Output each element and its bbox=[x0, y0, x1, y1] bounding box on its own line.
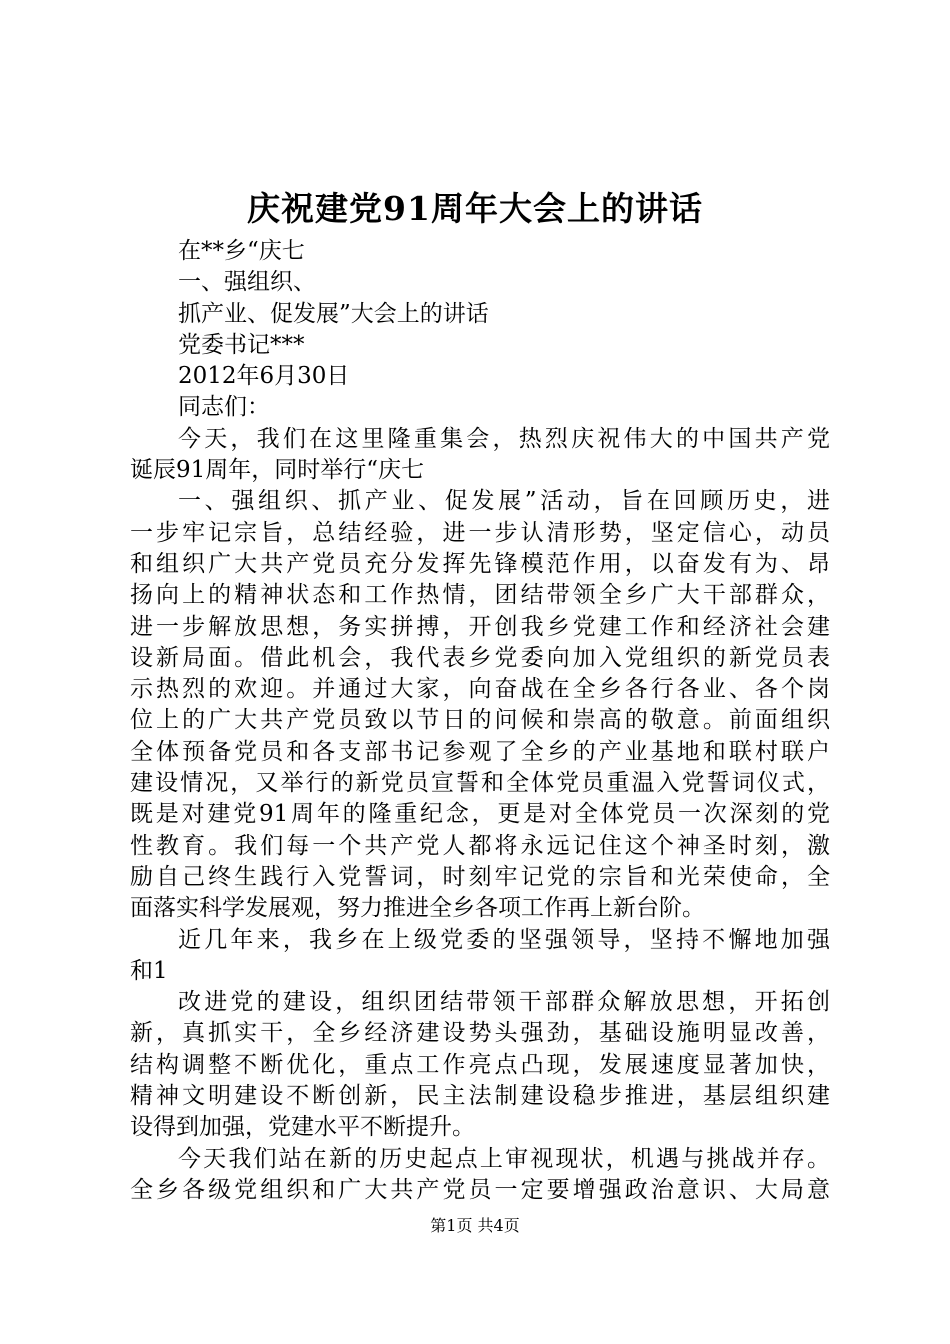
text-line: 一、强组织、 bbox=[178, 269, 316, 296]
document-body bbox=[130, 236, 830, 1206]
text-line: 扬向上的精神状态和工作热情，团结带领全乡广大干部群众， bbox=[130, 582, 830, 609]
text-line: 和组织广大共产党员充分发挥先锋模范作用，以奋发有为、昂 bbox=[130, 550, 830, 577]
text-line: 位上的广大共产党员致以节日的问候和崇高的敬意。前面组织 bbox=[130, 707, 830, 734]
text-line: 设得到加强，党建水平不断提升。 bbox=[130, 1114, 475, 1141]
text-line: 设新局面。借此机会，我代表乡党委向加入党组织的新党员表 bbox=[130, 644, 830, 671]
text-line: 全体预备党员和各支部书记参观了全乡的产业基地和联村联户 bbox=[130, 738, 830, 765]
text-line: 面落实科学发展观，努力推进全乡各项工作再上新台阶。 bbox=[130, 895, 705, 922]
text-line: 性教育。我们每一个共产党人都将永远记住这个神圣时刻，激 bbox=[130, 832, 830, 859]
text-line: 党委书记*** bbox=[178, 331, 305, 358]
text-line: 一步牢记宗旨，总结经验，进一步认清形势，坚定信心，动员 bbox=[130, 519, 830, 546]
text-line: 精神文明建设不断创新，民主法制建设稳步推进，基层组织建 bbox=[130, 1083, 830, 1110]
text-line: 在**乡“庆七 bbox=[178, 238, 305, 264]
text-line: 诞辰91周年，同时举行“庆七 bbox=[130, 457, 425, 484]
text-line: 进一步解放思想，务实拼搏，开创我乡党建工作和经济社会建 bbox=[130, 613, 830, 640]
text-line: 全乡各级党组织和广大共产党员一定要增强政治意识、大局意 bbox=[130, 1176, 830, 1203]
text-line: 今天我们站在新的历史起点上审视现状，机遇与挑战并存。 bbox=[178, 1145, 830, 1172]
text-line: 既是对建党91周年的隆重纪念，更是对全体党员一次深刻的党 bbox=[130, 801, 830, 828]
text-line: 新，真抓实干，全乡经济建设势头强劲，基础设施明显改善， bbox=[130, 1020, 830, 1047]
text-line: 改进党的建设，组织团结带领干部群众解放思想，开拓创 bbox=[178, 989, 830, 1016]
text-line: 示热烈的欢迎。并通过大家，向奋战在全乡各行各业、各个岗 bbox=[130, 676, 830, 703]
text-line: 励自己终生践行入党誓词，时刻牢记党的宗旨和光荣使命，全 bbox=[130, 863, 830, 890]
text-line: 建设情况，又举行的新党员宣誓和全体党员重温入党誓词仪式， bbox=[130, 770, 830, 797]
text-line: 近几年来，我乡在上级党委的坚强领导，坚持不懈地加强 bbox=[178, 926, 830, 953]
text-line: 2012年6月30日 bbox=[178, 363, 350, 390]
text-line: 同志们： bbox=[178, 394, 270, 421]
text-line: 和1 bbox=[130, 957, 168, 984]
text-line: 抓产业、促发展”大会上的讲话 bbox=[178, 300, 489, 327]
page-number-footer: 第1页 共4页 bbox=[430, 1216, 520, 1235]
text-line: 今天，我们在这里隆重集会，热烈庆祝伟大的中国共产党 bbox=[178, 425, 830, 452]
text-line: 一、强组织、抓产业、促发展”活动，旨在回顾历史，进 bbox=[178, 488, 830, 515]
text-line: 结构调整不断优化，重点工作亮点凸现，发展速度显著加快， bbox=[130, 1051, 830, 1078]
document-title: 庆祝建党91周年大会上的讲话 bbox=[247, 189, 703, 228]
